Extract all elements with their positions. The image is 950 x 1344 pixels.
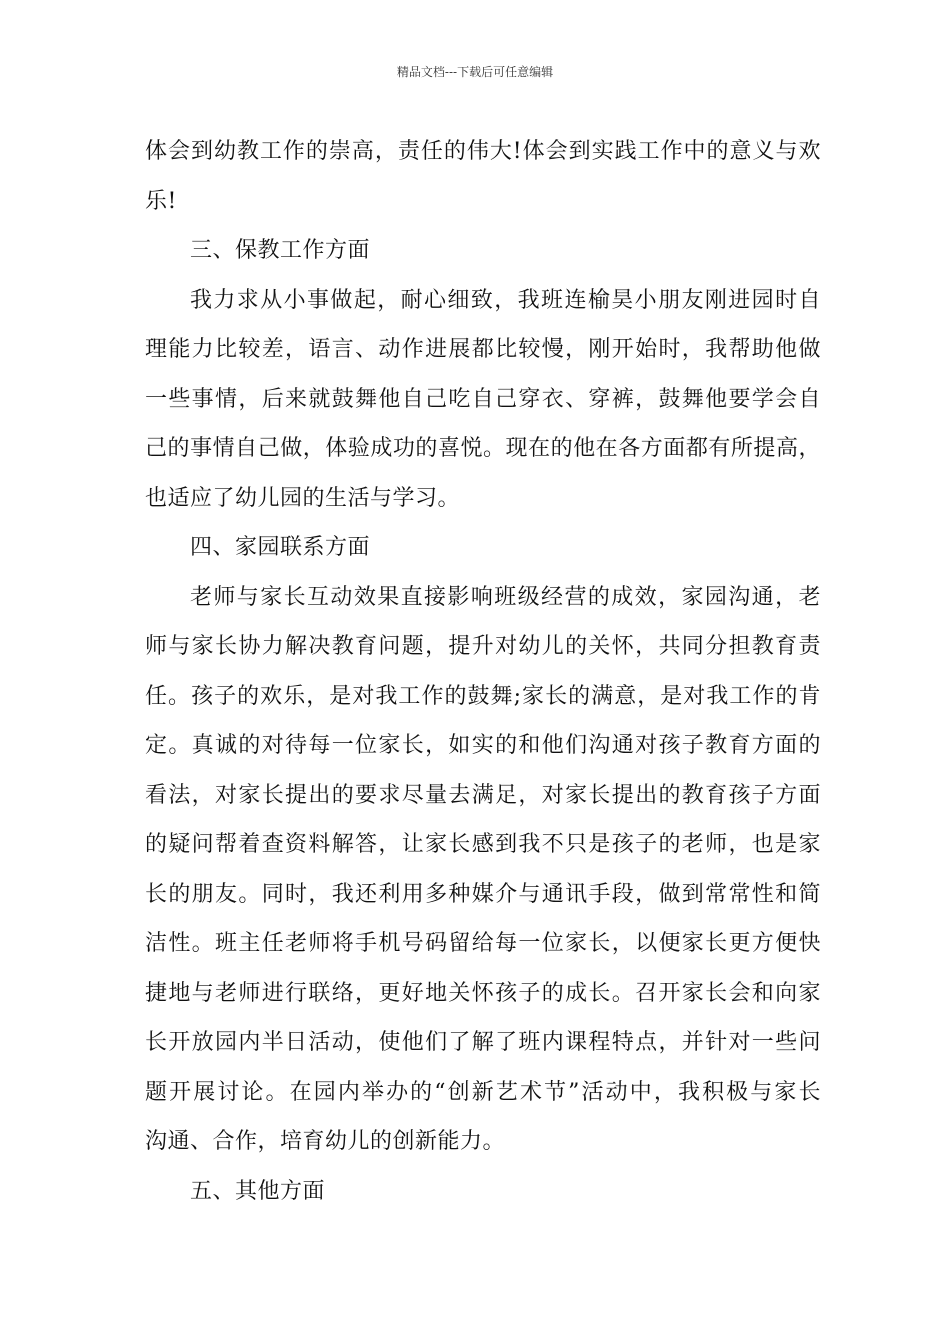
text-line: 沟通、合作，培育幼儿的创新能力。 xyxy=(145,1129,506,1154)
text-line: 师与家长协力解决教育问题，提升对幼儿的关怀，共同分担教育责 xyxy=(145,634,821,659)
text-line: 长开放园内半日活动，使他们了解了班内课程特点，并针对一些问 xyxy=(145,1030,821,1055)
section-heading-3: 三、保教工作方面 xyxy=(190,238,371,263)
text-line: 洁性。班主任老师将手机号码留给每一位家长，以便家长更方便快 xyxy=(145,931,821,956)
paragraph-first-line: 老师与家长互动效果直接影响班级经营的成效，家园沟通，老 xyxy=(190,584,821,610)
text-line: 体会到幼教工作的崇高，责任的伟大!体会到实践工作中的意义与欢 xyxy=(145,139,821,164)
document-body xyxy=(145,127,821,1216)
text-line: 任。孩子的欢乐，是对我工作的鼓舞;家长的满意，是对我工作的肯 xyxy=(145,683,821,709)
text-line: 乐! xyxy=(145,188,177,214)
text-line: 理能力比较差，语言、动作进展都比较慢，刚开始时，我帮助他做 xyxy=(145,337,821,362)
text-line: 也适应了幼儿园的生活与学习。 xyxy=(145,485,461,511)
section-heading-4: 四、家园联系方面 xyxy=(190,535,371,560)
text-line: 题开展讨论。在园内举办的“创新艺术节”活动中，我积极与家长 xyxy=(145,1079,821,1105)
text-line: 定。真诚的对待每一位家长，如实的和他们沟通对孩子教育方面的 xyxy=(145,733,821,758)
paragraph-first-line: 我力求从小事做起，耐心细致，我班连榆昊小朋友刚进园时自 xyxy=(190,287,821,313)
text-line: 看法，对家长提出的要求尽量去满足，对家长提出的教育孩子方面 xyxy=(145,782,821,808)
text-line: 长的朋友。同时，我还利用多种媒介与通讯手段，做到常常性和简 xyxy=(145,881,821,907)
text-line: 己的事情自己做，体验成功的喜悦。现在的他在各方面都有所提高， xyxy=(145,436,821,461)
text-line: 的疑问帮着查资料解答，让家长感到我不只是孩子的老师，也是家 xyxy=(145,832,821,857)
section-heading-5: 五、其他方面 xyxy=(190,1178,326,1204)
page-header: 精品文档---下载后可任意编辑 xyxy=(396,65,554,79)
text-line: 捷地与老师进行联络，更好地关怀孩子的成长。召开家长会和向家 xyxy=(145,980,821,1006)
text-line: 一些事情，后来就鼓舞他自己吃自己穿衣、穿裤，鼓舞他要学会自 xyxy=(145,386,821,412)
